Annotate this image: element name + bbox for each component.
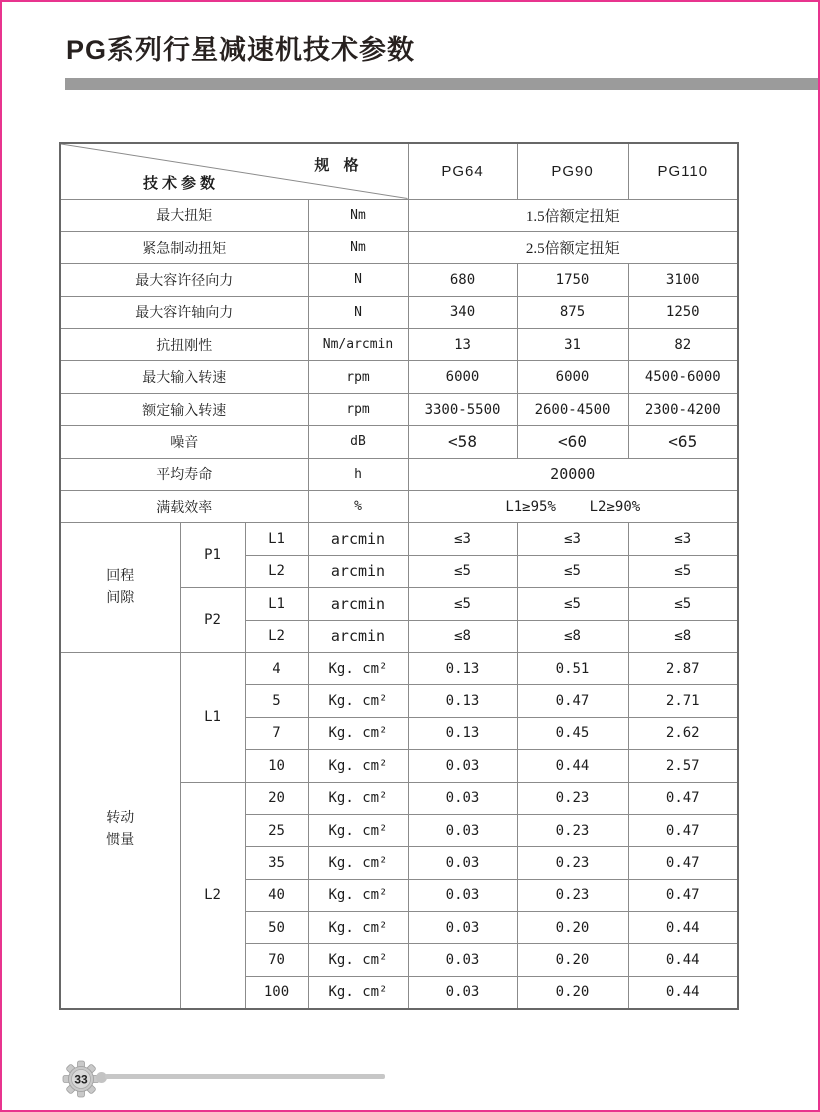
- corner-header-cell: [60, 143, 408, 199]
- value-cell: ≤5: [408, 588, 517, 620]
- table-row-inertia-l1-4: [60, 652, 738, 684]
- ratio-cell: 5: [245, 685, 308, 717]
- group-label-line: 回程: [106, 568, 135, 584]
- value-cell: 0.47: [628, 847, 738, 879]
- stage-label-l1: L1: [180, 652, 245, 782]
- merged-value-cell: 1.5倍额定扭矩: [408, 199, 738, 231]
- value-cell: 0.51: [517, 652, 628, 684]
- row-label: 噪音: [60, 426, 308, 458]
- gear-icon: [62, 1060, 100, 1098]
- value-cell: 680: [408, 264, 517, 296]
- group-label-inertia: [60, 652, 180, 1008]
- value-cell: ≤5: [628, 588, 738, 620]
- ratio-cell: 100: [245, 976, 308, 1008]
- page-number: 33: [74, 1072, 88, 1087]
- value-cell: ≤8: [408, 620, 517, 652]
- value-cell: 875: [517, 296, 628, 328]
- unit-cell: rpm: [308, 361, 408, 393]
- table-row-full-load-efficiency: [60, 491, 738, 523]
- value-cell: 0.03: [408, 912, 517, 944]
- row-label: 抗扭刚性: [60, 329, 308, 361]
- title-underline-bar: [65, 78, 818, 90]
- group-label-line: 间隙: [106, 590, 135, 606]
- value-cell: 3300-5500: [408, 393, 517, 425]
- row-label: 最大容许径向力: [60, 264, 308, 296]
- unit-cell: Kg. cm²: [308, 750, 408, 782]
- table-row-rated-input-speed: [60, 393, 738, 425]
- unit-cell: arcmin: [308, 523, 408, 555]
- value-cell: ≤3: [628, 523, 738, 555]
- group-label-line: 惯量: [106, 833, 135, 849]
- value-cell: 0.13: [408, 685, 517, 717]
- unit-cell: Kg. cm²: [308, 847, 408, 879]
- row-label: 最大扭矩: [60, 199, 308, 231]
- row-label: 额定输入转速: [60, 393, 308, 425]
- value-cell: 340: [408, 296, 517, 328]
- unit-cell: arcmin: [308, 588, 408, 620]
- value-cell: 0.23: [517, 814, 628, 846]
- value-cell: 0.23: [517, 782, 628, 814]
- value-cell: 1250: [628, 296, 738, 328]
- unit-cell: h: [308, 458, 408, 490]
- value-cell: 0.23: [517, 847, 628, 879]
- merged-value-cell: L1≥95% L2≥90%: [408, 491, 738, 523]
- value-cell: 0.44: [628, 912, 738, 944]
- value-cell: <65: [628, 426, 738, 458]
- ratio-cell: 20: [245, 782, 308, 814]
- column-header-pg64: PG64: [408, 143, 517, 199]
- table-row-torsional-rigidity: [60, 329, 738, 361]
- value-cell: 31: [517, 329, 628, 361]
- value-cell: 2.62: [628, 717, 738, 749]
- value-cell: 0.03: [408, 944, 517, 976]
- value-cell: 0.13: [408, 652, 517, 684]
- value-cell: ≤3: [517, 523, 628, 555]
- value-cell: 2300-4200: [628, 393, 738, 425]
- unit-cell: Kg. cm²: [308, 717, 408, 749]
- value-cell: <60: [517, 426, 628, 458]
- unit-cell: Kg. cm²: [308, 879, 408, 911]
- group-label-line: 转动: [106, 811, 135, 827]
- unit-cell: Nm/arcmin: [308, 329, 408, 361]
- value-cell: 2.71: [628, 685, 738, 717]
- value-cell: 0.03: [408, 847, 517, 879]
- column-header-pg90: PG90: [517, 143, 628, 199]
- table-row-max-input-speed: [60, 361, 738, 393]
- value-cell: 0.45: [517, 717, 628, 749]
- row-label: 紧急制动扭矩: [60, 231, 308, 263]
- value-cell: 0.44: [628, 976, 738, 1008]
- unit-cell: arcmin: [308, 620, 408, 652]
- value-cell: 0.03: [408, 814, 517, 846]
- value-cell: 3100: [628, 264, 738, 296]
- unit-cell: Kg. cm²: [308, 944, 408, 976]
- ratio-cell: 7: [245, 717, 308, 749]
- table-row-average-life: [60, 458, 738, 490]
- unit-cell: N: [308, 296, 408, 328]
- row-label: 最大输入转速: [60, 361, 308, 393]
- unit-cell: Kg. cm²: [308, 814, 408, 846]
- value-cell: ≤8: [628, 620, 738, 652]
- table-row-noise: [60, 426, 738, 458]
- value-cell: 0.03: [408, 750, 517, 782]
- unit-cell: Kg. cm²: [308, 782, 408, 814]
- value-cell: 0.13: [408, 717, 517, 749]
- stage-cell: L2: [245, 555, 308, 587]
- value-cell: 0.44: [517, 750, 628, 782]
- value-cell: 2600-4500: [517, 393, 628, 425]
- value-cell: 0.03: [408, 782, 517, 814]
- table-header-row: [60, 143, 738, 199]
- row-label: 满载效率: [60, 491, 308, 523]
- footer-divider-line: [105, 1074, 385, 1079]
- value-cell: 0.47: [517, 685, 628, 717]
- value-cell: 2.87: [628, 652, 738, 684]
- column-header-pg110: PG110: [628, 143, 738, 199]
- value-cell: 6000: [408, 361, 517, 393]
- value-cell: 13: [408, 329, 517, 361]
- value-cell: <58: [408, 426, 517, 458]
- merged-value-cell: 2.5倍额定扭矩: [408, 231, 738, 263]
- value-cell: 1750: [517, 264, 628, 296]
- value-cell: 0.03: [408, 879, 517, 911]
- stage-cell: L1: [245, 588, 308, 620]
- page-title: PG系列行星减速机技术参数: [66, 35, 416, 65]
- ratio-cell: 35: [245, 847, 308, 879]
- unit-cell: Kg. cm²: [308, 685, 408, 717]
- class-label-p1: P1: [180, 523, 245, 588]
- value-cell: 0.47: [628, 814, 738, 846]
- value-cell: ≤8: [517, 620, 628, 652]
- value-cell: 82: [628, 329, 738, 361]
- unit-cell: Nm: [308, 231, 408, 263]
- unit-cell: Kg. cm²: [308, 912, 408, 944]
- value-cell: 0.20: [517, 944, 628, 976]
- unit-cell: Kg. cm²: [308, 976, 408, 1008]
- value-cell: 0.03: [408, 976, 517, 1008]
- unit-cell: Kg. cm²: [308, 652, 408, 684]
- unit-cell: dB: [308, 426, 408, 458]
- table-row-emergency-brake-torque: [60, 231, 738, 263]
- group-label-backlash: [60, 523, 180, 653]
- spec-table: [59, 142, 739, 1010]
- value-cell: 0.47: [628, 879, 738, 911]
- stage-cell: L1: [245, 523, 308, 555]
- ratio-cell: 50: [245, 912, 308, 944]
- class-label-p2: P2: [180, 588, 245, 653]
- value-cell: 0.20: [517, 912, 628, 944]
- value-cell: ≤3: [408, 523, 517, 555]
- value-cell: 4500-6000: [628, 361, 738, 393]
- value-cell: 0.20: [517, 976, 628, 1008]
- ratio-cell: 10: [245, 750, 308, 782]
- unit-cell: Nm: [308, 199, 408, 231]
- value-cell: ≤5: [628, 555, 738, 587]
- value-cell: ≤5: [517, 555, 628, 587]
- unit-cell: %: [308, 491, 408, 523]
- row-label: 最大容许轴向力: [60, 296, 308, 328]
- value-cell: 0.47: [628, 782, 738, 814]
- merged-value-cell: 20000: [408, 458, 738, 490]
- unit-cell: rpm: [308, 393, 408, 425]
- stage-label-l2: L2: [180, 782, 245, 1009]
- unit-cell: N: [308, 264, 408, 296]
- value-cell: 2.57: [628, 750, 738, 782]
- ratio-cell: 4: [245, 652, 308, 684]
- table-row-max-axial-force: [60, 296, 738, 328]
- value-cell: ≤5: [517, 588, 628, 620]
- corner-label-spec: 规 格: [314, 157, 364, 174]
- value-cell: 0.44: [628, 944, 738, 976]
- unit-cell: arcmin: [308, 555, 408, 587]
- stage-cell: L2: [245, 620, 308, 652]
- corner-label-params: 技术参数: [143, 174, 220, 192]
- table-row-max-radial-force: [60, 264, 738, 296]
- table-row-backlash-p1-l1: [60, 523, 738, 555]
- table-row-max-torque: [60, 199, 738, 231]
- row-label: 平均寿命: [60, 458, 308, 490]
- value-cell: 6000: [517, 361, 628, 393]
- value-cell: ≤5: [408, 555, 517, 587]
- ratio-cell: 25: [245, 814, 308, 846]
- ratio-cell: 40: [245, 879, 308, 911]
- ratio-cell: 70: [245, 944, 308, 976]
- value-cell: 0.23: [517, 879, 628, 911]
